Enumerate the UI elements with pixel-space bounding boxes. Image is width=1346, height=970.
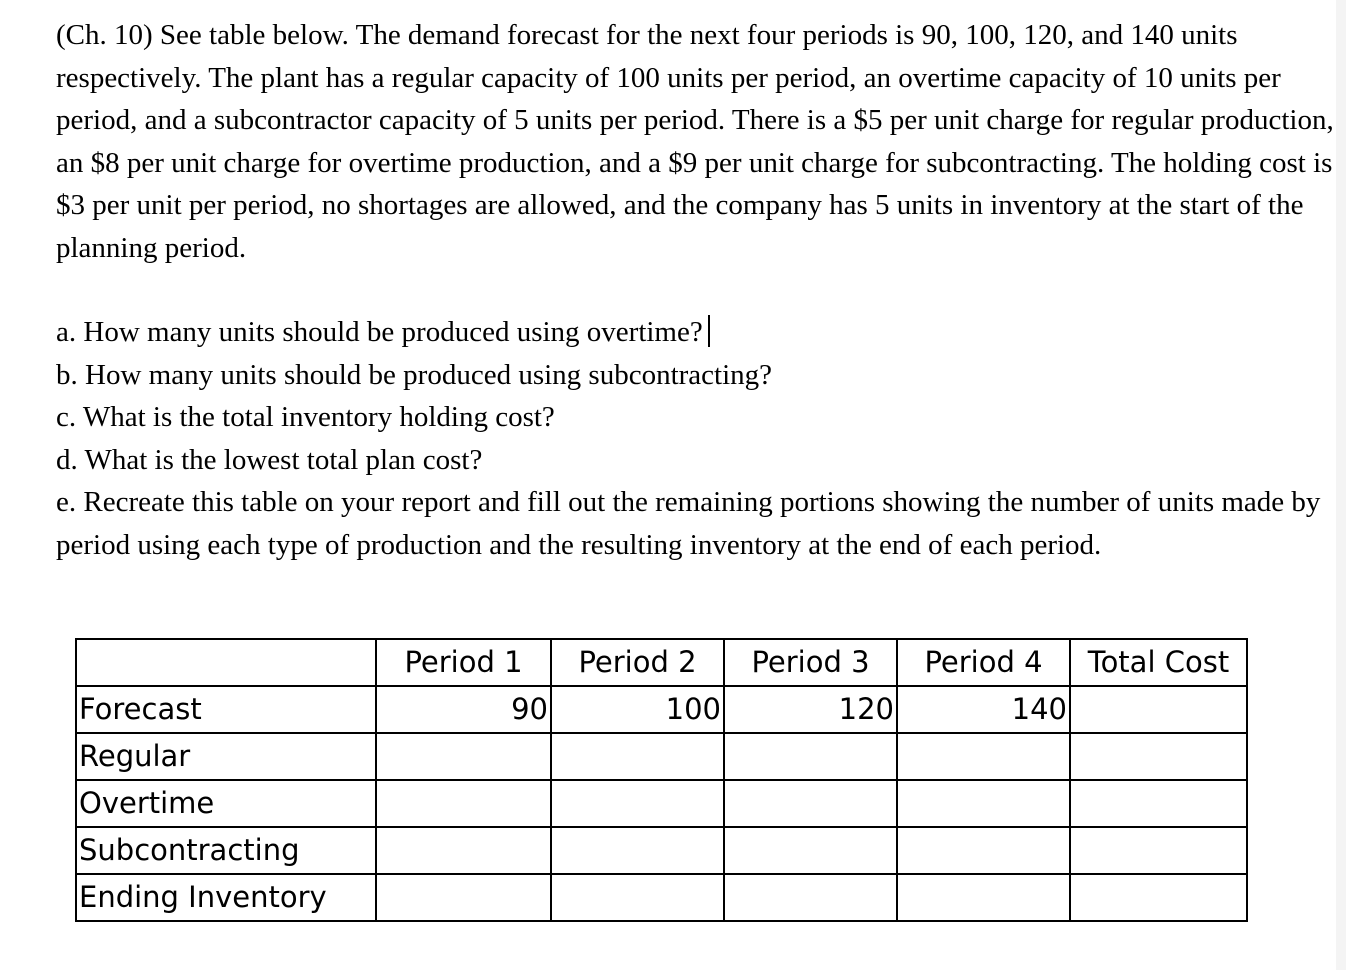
table-header-row [76,639,1247,686]
forecast-period-3: 120 [724,686,897,733]
header-cell-period-3: Period 3 [724,639,897,686]
question-list [56,311,1336,566]
question-e: e. Recreate this table on your report and fill out the remaining portions showing the number of units made by period using each type of production and the resulting inventory at the end of each period. [56,486,1321,561]
row-label-ending-inventory: Ending Inventory [76,874,376,921]
subcontracting-period-3[interactable] [724,827,897,874]
header-cell-period-4: Period 4 [897,639,1070,686]
forecast-period-1: 90 [376,686,551,733]
vertical-scrollbar[interactable] [1336,0,1346,970]
header-cell-period-2: Period 2 [551,639,724,686]
row-label-overtime: Overtime [76,780,376,827]
ending-inventory-total-cost[interactable] [1070,874,1247,921]
forecast-period-2: 100 [551,686,724,733]
table-row-subcontracting [76,827,1247,874]
overtime-period-4[interactable] [897,780,1070,827]
aggregate-plan-table [75,638,1248,922]
forecast-period-4: 140 [897,686,1070,733]
regular-period-1[interactable] [376,733,551,780]
question-c: c. What is the total inventory holding cost? [56,401,555,433]
overtime-period-1[interactable] [376,780,551,827]
overtime-period-2[interactable] [551,780,724,827]
ending-inventory-period-4[interactable] [897,874,1070,921]
document-body [56,14,1336,566]
regular-period-4[interactable] [897,733,1070,780]
regular-period-2[interactable] [551,733,724,780]
table-row-forecast [76,686,1247,733]
ending-inventory-period-3[interactable] [724,874,897,921]
table-row-overtime [76,780,1247,827]
regular-period-3[interactable] [724,733,897,780]
table-row-regular [76,733,1247,780]
header-cell-period-1: Period 1 [376,639,551,686]
ending-inventory-period-2[interactable] [551,874,724,921]
subcontracting-total-cost[interactable] [1070,827,1247,874]
subcontracting-period-1[interactable] [376,827,551,874]
row-label-forecast: Forecast [76,686,376,733]
forecast-total-cost [1070,686,1247,733]
subcontracting-period-4[interactable] [897,827,1070,874]
row-label-regular: Regular [76,733,376,780]
question-a[interactable] [56,311,1336,354]
regular-total-cost[interactable] [1070,733,1247,780]
header-cell-empty [76,639,376,686]
question-a-text: a. How many units should be produced using overtime? [56,316,703,348]
row-label-subcontracting: Subcontracting [76,827,376,874]
question-d: d. What is the lowest total plan cost? [56,443,483,476]
overtime-total-cost[interactable] [1070,780,1247,827]
header-cell-total-cost: Total Cost [1070,639,1247,686]
subcontracting-period-2[interactable] [551,827,724,874]
table-row-ending-inventory [76,874,1247,921]
question-b: b. How many units should be produced using subcontracting? [56,358,773,391]
overtime-period-3[interactable] [724,780,897,827]
problem-statement: (Ch. 10) See table below. The demand forecast for the next four periods is 90, 100, 120, and 140 units respectively. The plant has a regular capacity of 100 units per period, an overtime capacity of 10 units per period, and a subcontractor capacity of 5 units per period. There is a $5 per unit charge for regular production, an $8 per unit charge for overtime production, and a $9 per unit charge for subcontracting. The holding cost is $3 per unit per period, no shortages are allowed, and the company has 5 units in inventory at the start of the planning period. [56,19,1334,264]
text-cursor [708,315,711,347]
ending-inventory-period-1[interactable] [376,874,551,921]
